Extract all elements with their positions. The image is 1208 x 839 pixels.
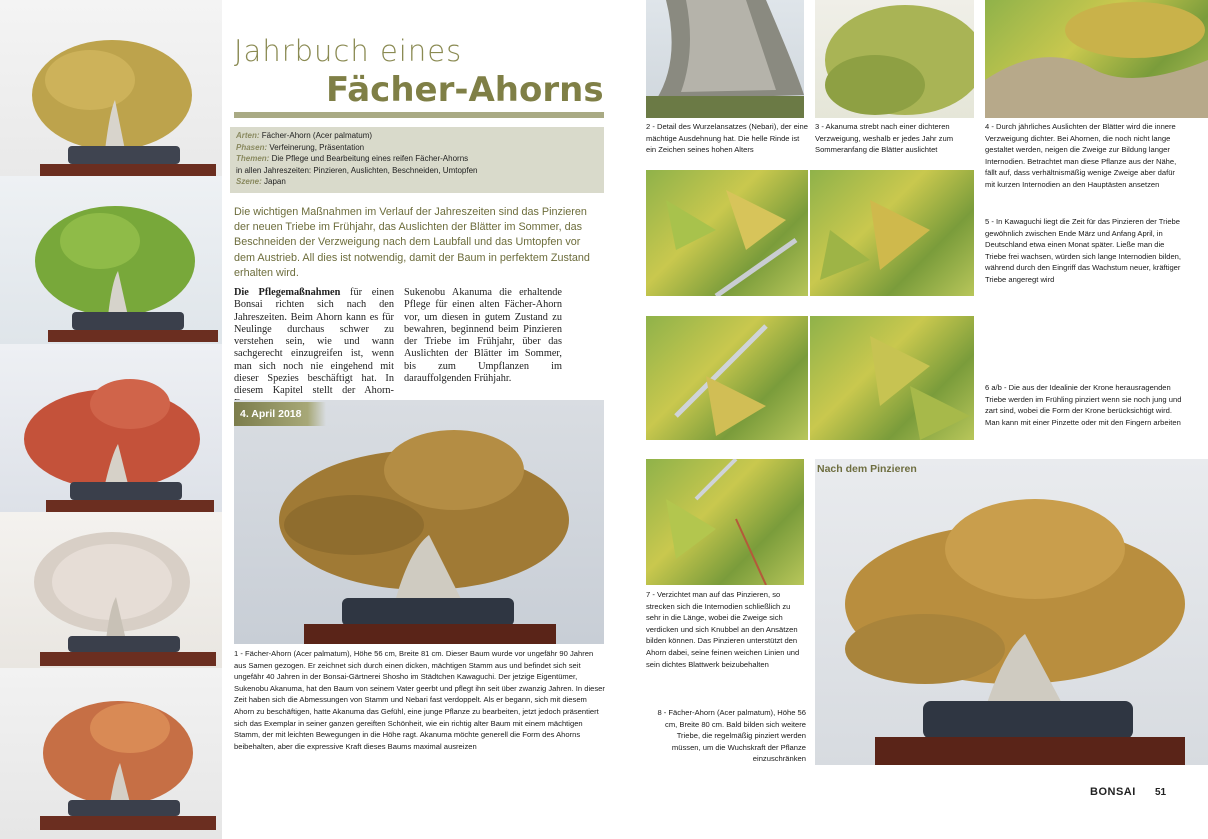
magazine-logo: BONSAI — [1090, 786, 1136, 798]
after-pinching-label: Nach dem Pinzieren — [817, 463, 917, 475]
main-photo-april — [234, 400, 604, 644]
title-line-2: Fächer-Ahorns — [326, 70, 604, 110]
info-box — [230, 127, 604, 193]
caption-2: 2 - Detail des Wurzelansatzes (Nebari), der eine mächtige Ausdehnung hat. Die helle Rinde ist ein Zeichen seines hohen Alters — [646, 122, 808, 155]
photo-5a — [646, 170, 808, 296]
caption-4: 4 - Durch jährliches Auslichten der Blätter wird die innere Verzweigung dichter. Bei Ahornen, die noch nicht lange gestaltet werden, neigen die Zweige zur Bildung langer Internodien. Betrachtet man diese Pflanze aus der Nähe, fällt auf, dass verhältnismäßig wenige Zweige aber dafür mit kurzen Internodien an den Hauptästen ansetzen — [985, 122, 1177, 189]
date-label: 4. April 2018 — [234, 402, 326, 426]
caption-5: 5 - In Kawaguchi liegt die Zeit für das Pinzieren der Triebe gewöhnlich zwischen Ende März und Anfang April, in Deutschland etwa einen Monat später. Ließe man die Triebe frei wachsen, würden sich lange Internodien bilden, während durch den Eingriff das Wachstum neuer, kräftiger Triebe angeregt wird — [985, 217, 1182, 284]
main-photo-after-pinching — [815, 459, 1208, 765]
title-line-1: Jahrbuch eines — [234, 34, 463, 68]
caption-1: 1 - Fächer-Ahorn (Acer palmatum), Höhe 56 cm, Breite 81 cm. Dieser Baum wurde vor ungefähr 90 Jahren aus Samen gezogen. Er zeichnet sich durch einen dicken, mächtigen Stamm aus und befindet sich seit ungefähr 40 Jahren in der Bonsai-Gärtnerei Shosho im Städtchen Kawaguchi. Der jetzige Eigentümer, Sukenobu Akanuma, hat den Baum von seinem Vater geerbt und pflegt ihn seit über zwanzig Jahren. In dieser Zeit haben sich die Abmessungen von Stamm und Nebari fast verdoppelt. Als er begann, sich mit diesem Ahorn zu beschäftigen, hatte Akanuma das Gefühl, eine junge Pflanze zu bearbeiten, jetzt jedoch präsentiert sich das Exemplar in seiner ganzen gereiften Schönheit, wie ein richtig alter Baum mit einem mächtigen Stamm, der mit leichten Bewegungen in die Höhe ragt. Akanuma möchte generell die Form des Ahorns beibehalten, aber die expressive Kraft dieses Baums maximal ausreizen — [234, 649, 605, 751]
photo-6a — [646, 316, 808, 440]
photo-3 — [815, 0, 974, 118]
photo-7 — [646, 459, 804, 585]
info-row-phases: Phasen: Verfeinerung, Präsentation — [236, 142, 365, 152]
page-number: 51 — [1155, 787, 1167, 798]
caption-7: 7 - Verzichtet man auf das Pinzieren, so strecken sich die Internodien schließlich zu sehr in die Länge, wobei die Zweige sich verdicken und sich Knubbel an den Ansätzen bilden können. Das Pinzieren unterstützt den Ahorn dabei, seine feinen weichen Linien und sein dichtes Blattwerk beizubehalten — [646, 590, 800, 669]
caption-3: 3 - Akanuma strebt nach einer dichteren Verzweigung, weshalb er jedes Jahr zum Sommeranfang die Blätter auslichtet — [815, 122, 954, 155]
info-row-scene: Szene: Japan — [236, 177, 286, 186]
info-row-topics: Themen: Die Pflege und Bearbeitung eines reifen Fächer-Ahorns — [236, 154, 469, 163]
caption-6: 6 a/b - Die aus der Idealinie der Krone herausragenden Triebe werden im Frühling pinziert wenn sie noch jung und zart sind, wobei die Form der Krone berücksichtigt wird. Man kann mit einer Pinzette oder mit den Fingern arbeiten — [985, 383, 1182, 427]
caption-8: 8 - Fächer-Ahorn (Acer palmatum), Höhe 56 cm, Breite 80 cm. Bald bilden sich weitere Triebe, die regelmäßig pinziert werden müssen, um die Wuchskraft der Pflanze einzuschränken — [657, 708, 806, 764]
info-row-topics-cont: in allen Jahreszeiten: Pinzieren, Auslichten, Beschneiden, Umtopfen — [236, 165, 478, 175]
title-rule — [234, 112, 604, 118]
photo-5b — [810, 170, 974, 296]
photo-4 — [985, 0, 1208, 118]
season-photo-2 — [0, 176, 222, 344]
lead-paragraph: Die wichtigen Maßnahmen im Verlauf der Jahreszeiten sind das Pinzieren der neuen Triebe im Frühjahr, das Auslichten der Blätter im Sommer, das Beschneiden der Verzweigung nach dem Laubfall und das Umtopfen vor dem Austrieb. All dies ist notwendig, damit der Baum in perfektem Zustand erhalten wird. — [234, 206, 590, 279]
info-row-species: Arten: Fächer-Ahorn (Acer palmatum) — [236, 131, 373, 140]
photo-6b — [810, 316, 974, 440]
season-photo-5 — [0, 668, 222, 839]
season-photo-3 — [0, 344, 222, 512]
season-photo-1 — [0, 0, 222, 176]
body-column-1: Die Pflegemaßnahmen für einen Bonsai richten sich nach den Jahreszeiten. Beim Ahorn kann es für Neulinge durchaus schwer zu verstehen sein, wie und wann sachgerecht einzugreifen ist, wenn man sich noch nie eingehend mit dieser Spezies beschäftigt hat. In diesem Kapitel stellt der Ahorn- — [234, 287, 394, 397]
photo-2-nebari — [646, 0, 804, 118]
season-photo-4 — [0, 512, 222, 668]
body-column-2: Sukenobu Akanuma die erhaltende Pflege für einen alten Fächer-Ahorn vor, um diesen in gutem Zustand zu bewahren, beginnend beim Pinzieren der Triebe im Frühjahr, über das Auslichten der Blätter im Sommer, bis zum Umpflanzen im darauffolgenden Frühjahr. — [404, 287, 562, 385]
